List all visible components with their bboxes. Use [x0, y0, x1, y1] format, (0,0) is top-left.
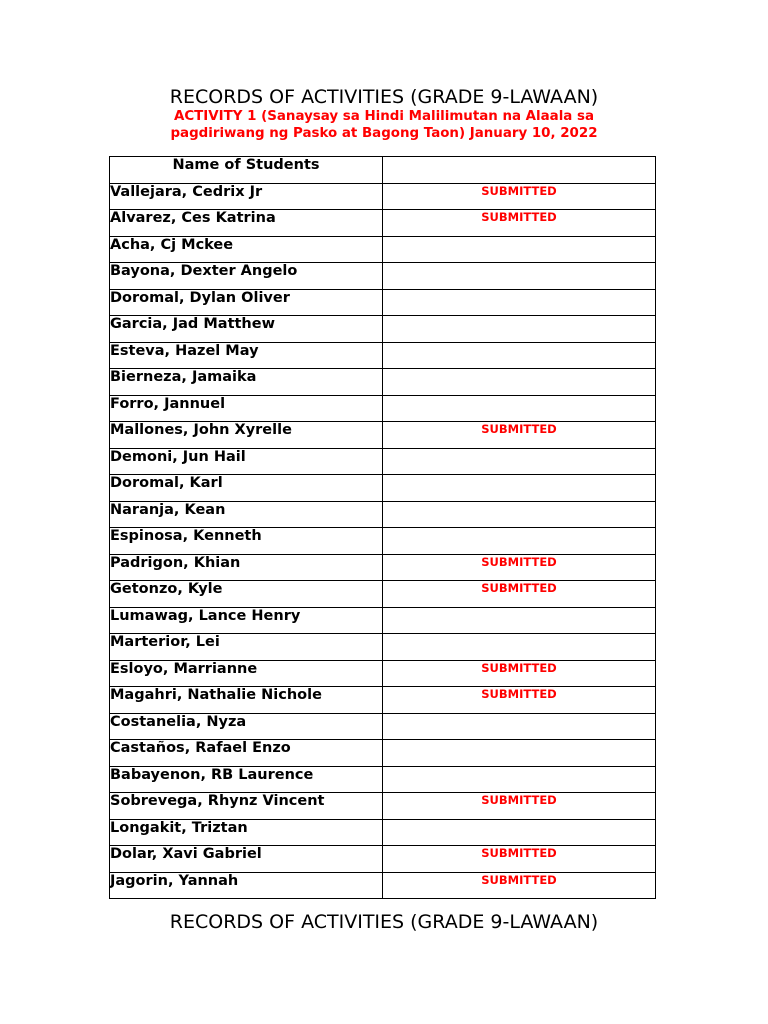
- submission-status-label: SUBMITTED: [481, 422, 557, 436]
- student-name-cell: Doromal, Karl: [110, 475, 383, 502]
- submission-status-cell: [383, 475, 656, 502]
- submission-status-label: SUBMITTED: [481, 687, 557, 701]
- table-row: [110, 501, 656, 528]
- submission-status-cell: [383, 766, 656, 793]
- student-name-cell: Garcia, Jad Matthew: [110, 316, 383, 343]
- document-title-repeat: RECORDS OF ACTIVITIES (GRADE 9-LAWAAN): [169, 911, 599, 933]
- student-name-cell: Bayona, Dexter Angelo: [110, 263, 383, 290]
- submission-status-cell: [383, 210, 656, 237]
- table-row: [110, 607, 656, 634]
- submission-status-cell: [383, 581, 656, 608]
- submission-status-label: SUBMITTED: [481, 872, 557, 887]
- submission-status-cell: [383, 395, 656, 422]
- submission-status-label: SUBMITTED: [481, 554, 557, 569]
- student-name-cell: Acha, Cj Mckee: [110, 236, 383, 263]
- student-name-cell: Getonzo, Kyle: [110, 581, 383, 608]
- table-row: [110, 369, 656, 396]
- table-row: [110, 422, 656, 449]
- submission-status-cell: [383, 846, 656, 873]
- table-row: [110, 183, 656, 210]
- activity-subtitle-line-1: ACTIVITY 1 (Sanaysay sa Hindi Malilimutan na Alaala sa: [173, 109, 595, 124]
- submission-status-cell: [383, 289, 656, 316]
- submission-status-label: SUBMITTED: [481, 846, 557, 860]
- student-name-cell: Doromal, Dylan Oliver: [110, 289, 383, 316]
- submission-status-cell: [383, 422, 656, 449]
- student-name-cell: Mallones, John Xyrelle: [110, 422, 383, 449]
- student-name-cell: Demoni, Jun Hail: [110, 448, 383, 475]
- submission-status-cell: [383, 342, 656, 369]
- table-row: [110, 236, 656, 263]
- table-row: [110, 528, 656, 555]
- column-header-name: Name of Students: [110, 157, 383, 184]
- student-name-cell: Esloyo, Marrianne: [110, 660, 383, 687]
- table-row: [110, 687, 656, 714]
- table-row: [110, 766, 656, 793]
- table-row: [110, 263, 656, 290]
- submission-status-cell: [383, 501, 656, 528]
- student-name-cell: Jagorin, Yannah: [110, 872, 383, 899]
- student-name-cell: Bierneza, Jamaika: [110, 369, 383, 396]
- student-name-cell: Dolar, Xavi Gabriel: [110, 846, 383, 873]
- student-name-cell: Naranja, Kean: [110, 501, 383, 528]
- table-row: [110, 316, 656, 343]
- student-name-cell: Espinosa, Kenneth: [110, 528, 383, 555]
- table-row: [110, 581, 656, 608]
- submission-status-cell: [383, 448, 656, 475]
- table-row: [110, 475, 656, 502]
- student-name-cell: Esteva, Hazel May: [110, 342, 383, 369]
- table-row: [110, 342, 656, 369]
- student-name-cell: Alvarez, Ces Katrina: [110, 210, 383, 237]
- table-row: [110, 660, 656, 687]
- submission-status-cell: [383, 554, 656, 581]
- student-name-cell: Babayenon, RB Laurence: [110, 766, 383, 793]
- activity-subtitle-line-2: pagdiriwang ng Pasko at Bagong Taon) January 10, 2022: [170, 125, 598, 141]
- table-row: [110, 554, 656, 581]
- submission-status-label: SUBMITTED: [481, 793, 557, 807]
- student-name-cell: Costanelia, Nyza: [110, 713, 383, 740]
- table-row: [110, 634, 656, 661]
- table-row: [110, 872, 656, 899]
- submission-status-label: SUBMITTED: [481, 660, 557, 675]
- submission-status-label: SUBMITTED: [481, 581, 557, 595]
- submission-status-cell: [383, 263, 656, 290]
- student-name-cell: Longakit, Triztan: [110, 819, 383, 846]
- submission-status-cell: [383, 183, 656, 210]
- submission-status-cell: [383, 687, 656, 714]
- submission-status-cell: [383, 713, 656, 740]
- table-row: [110, 395, 656, 422]
- submission-status-cell: [383, 369, 656, 396]
- table-header-row: [110, 157, 656, 184]
- student-name-cell: Sobrevega, Rhynz Vincent: [110, 793, 383, 820]
- document-title: RECORDS OF ACTIVITIES (GRADE 9-LAWAAN): [169, 86, 599, 108]
- table-row: [110, 740, 656, 767]
- submission-status-cell: [383, 316, 656, 343]
- student-name-cell: Lumawag, Lance Henry: [110, 607, 383, 634]
- table-row: [110, 793, 656, 820]
- table-body: [110, 183, 656, 899]
- table-row: [110, 846, 656, 873]
- submission-status-cell: [383, 819, 656, 846]
- submission-status-label: SUBMITTED: [481, 210, 557, 224]
- submission-status-cell: [383, 607, 656, 634]
- student-name-cell: Castaños, Rafael Enzo: [110, 740, 383, 767]
- records-table: [109, 156, 656, 899]
- column-header-status: [383, 157, 656, 184]
- student-name-cell: Marterior, Lei: [110, 634, 383, 661]
- submission-status-cell: [383, 634, 656, 661]
- activity-subtitle: [0, 109, 768, 142]
- submission-status-cell: [383, 528, 656, 555]
- table-row: [110, 448, 656, 475]
- student-name-cell: Vallejara, Cedrix Jr: [110, 183, 383, 210]
- table-row: [110, 819, 656, 846]
- submission-status-cell: [383, 236, 656, 263]
- table-row: [110, 713, 656, 740]
- submission-status-cell: [383, 740, 656, 767]
- submission-status-cell: [383, 872, 656, 899]
- table-row: [110, 210, 656, 237]
- submission-status-cell: [383, 793, 656, 820]
- student-name-cell: Forro, Jannuel: [110, 395, 383, 422]
- table-row: [110, 289, 656, 316]
- submission-status-label: SUBMITTED: [481, 183, 557, 198]
- student-name-cell: Padrigon, Khian: [110, 554, 383, 581]
- student-name-cell: Magahri, Nathalie Nichole: [110, 687, 383, 714]
- submission-status-cell: [383, 660, 656, 687]
